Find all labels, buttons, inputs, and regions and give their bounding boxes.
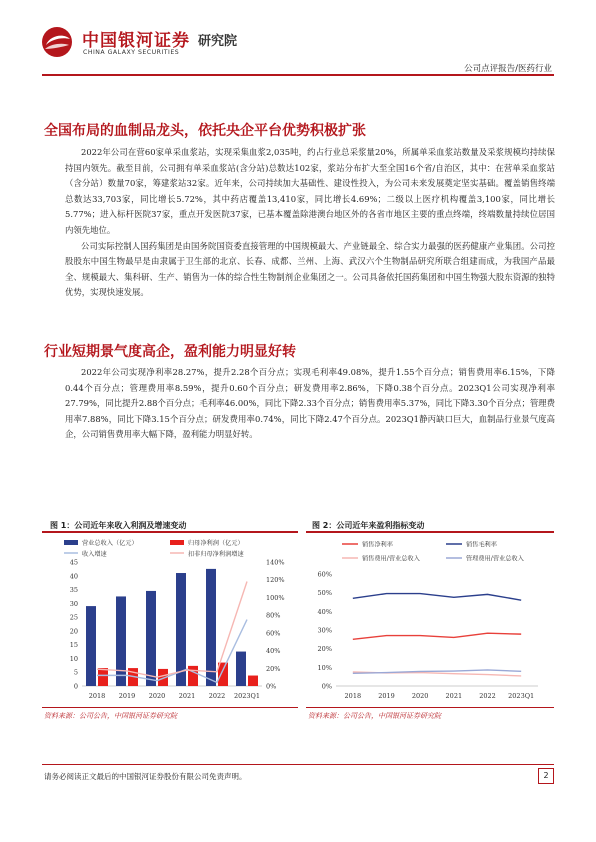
y-tick-label: 50%: [317, 589, 332, 598]
y-tick-label: 30: [69, 599, 78, 608]
figure-1-rule: [42, 531, 298, 533]
y2-tick-label: 20%: [266, 664, 281, 673]
bar-revenue: [86, 606, 96, 686]
y-tick-label: 10: [69, 654, 78, 663]
y-tick-label: 10%: [317, 663, 332, 672]
x-tick-label: 2021: [445, 692, 463, 700]
y-tick-label: 30%: [317, 626, 332, 635]
x-tick-label: 2020: [411, 692, 429, 700]
y-tick-label: 0: [73, 682, 78, 691]
paragraph: 2022年公司在营60家单采血浆站，实现采集血浆2,035吨，约占行业总采浆量20%，所属单采血浆站数量及采浆规模均持续保持国内领先。截至目前，公司拥有单采血浆站(含分站)总数达102家，浆站分布扩大至全国16个省/自治区，其中：在营单采血浆站（含分站）数量70家，筹建浆站32家。近年来，公司持续加大基础性、建设性投入，为公司未来发展奠定坚实基础。覆盖销售终端总数达33,703家，同比增长5.72%，其中药店覆盖13,410家，同比增长4.69%；二级以上医疗机构覆盖3,100家，同比增长5.77%；进入标杆医院37家，重点开发医院37家，已基本覆盖除港澳台地区外的各省市地区主要的重点终端，终端数量持续位居国内领先地位。: [65, 147, 555, 235]
x-tick-label: 2019: [118, 692, 136, 700]
legend-label-sales-exp: 销售费用/营业总收入: [362, 555, 420, 563]
legend-label-profit: 归母净利润（亿元）: [188, 540, 244, 547]
x-tick-label: 2018: [344, 692, 362, 700]
y2-tick-label: 120%: [266, 576, 285, 585]
bar-revenue: [176, 573, 186, 686]
x-tick-label: 2018: [88, 692, 106, 700]
legend-label-profit-growth: 扣非归母净利润增速: [188, 551, 244, 558]
y-tick-label: 20%: [317, 645, 332, 654]
footer-disclaimer: 请务必阅读正文最后的中国银河证券股份有限公司免责声明。: [44, 772, 247, 781]
y-tick-label: 15: [69, 641, 78, 650]
figure-1-bottom-rule: [42, 707, 298, 708]
legend-label-gross-margin: 销售毛利率: [466, 541, 497, 549]
header-divider: [42, 74, 554, 76]
bar-profit: [248, 676, 258, 686]
x-tick-label: 2022: [208, 692, 226, 700]
figure-1-title: 图 1：公司近年来收入利润及增速变动: [50, 521, 187, 530]
legend-swatch-revenue: [64, 540, 78, 545]
line-net-margin: [353, 633, 521, 639]
figure-2-title: 图 2：公司近年来盈利指标变动: [312, 521, 425, 530]
y-tick-label: 25: [69, 613, 78, 622]
bar-revenue: [206, 569, 216, 686]
y2-tick-label: 100%: [266, 593, 285, 602]
y2-tick-label: 0%: [266, 682, 277, 691]
section-heading-1: 全国布局的血制品龙头，依托央企平台优势积极扩张: [44, 123, 366, 139]
x-tick-label: 2022: [479, 692, 496, 700]
legend-label-net-margin: 销售净利率: [362, 541, 393, 549]
y-tick-label: 0%: [321, 682, 332, 691]
bar-revenue: [146, 591, 156, 686]
x-tick-label: 2023Q1: [233, 692, 261, 700]
line-gross-margin: [353, 594, 521, 601]
bar-profit: [98, 668, 108, 686]
y-tick-label: 60%: [317, 570, 332, 579]
bar-revenue: [236, 652, 246, 686]
x-tick-label: 2023Q1: [508, 692, 535, 700]
figure-2-bottom-rule: [306, 707, 554, 708]
report-type: 公司点评报告/医药行业: [464, 64, 552, 74]
y2-tick-label: 80%: [266, 611, 281, 620]
y2-tick-label: 140%: [266, 558, 285, 567]
y-tick-label: 40%: [317, 607, 332, 616]
paragraph: 公司实际控制人国药集团是由国务院国资委直接管理的中国规模最大、产业链最全、综合实力最强的医药健康产业集团。公司控股股东中国生物最早是由隶属于卫生部的北京、长春、成都、兰州、上海、武汉六个生物制品研究所联合组建而成，为我国产品最全、规模最大、集科研、生产、销售为一体的综合性生物制剂企业集团之一。公司具备依托国药集团和中国生物强大股东资源的独特优势，实现快速发展。: [65, 240, 555, 298]
logo-chinese-name: 中国银河证券: [82, 31, 190, 51]
figure-2-source: 资料来源：公司公告，中国银河证券研究院: [308, 712, 441, 720]
bar-revenue: [116, 596, 126, 686]
paragraph: 2022年公司实现净利率28.27%，提升2.28个百分点；实现毛利率49.08%，提升1.55个百分点；销售费用率6.15%，下降0.44个百分点；管理费用率8.59%，提升0.60个百分点；研发费用率2.86%，下降0.38个百分点。2023Q1公司实现净利率27.79%，同比提升2.88个百分点；毛利率46.00%，同比下降2.33个百分点；销售费用率5.37%，同比下降3.30个百分点；管理费用率7.88%，同比下降3.15个百分点；研发费用率0.74%，同比下降2.47个百分点。2023Q1静丙缺口巨大，血制品行业景气度高企，公司销售费用率大幅下降，盈利能力明显好转。: [65, 367, 555, 440]
section-heading-2: 行业短期景气度高企，盈利能力明显好转: [44, 344, 296, 360]
logo-english-name: CHINA GALAXY SECURITIES: [83, 49, 180, 56]
bar-profit: [188, 666, 198, 686]
y-tick-label: 5: [73, 668, 78, 677]
legend-label-revenue: 营业总收入（亿元）: [82, 540, 138, 547]
y-tick-label: 45: [69, 558, 78, 567]
y-tick-label: 40: [69, 572, 78, 581]
figure-1-chart: [42, 534, 298, 706]
y-tick-label: 20: [69, 627, 78, 636]
x-tick-label: 2019: [378, 692, 395, 700]
x-tick-label: 2021: [178, 692, 196, 700]
legend-label-rev-growth: 收入增速: [82, 551, 107, 558]
y-tick-label: 35: [69, 586, 78, 595]
legend-swatch-profit: [170, 540, 184, 545]
galaxy-logo-icon: [40, 25, 74, 59]
y2-tick-label: 60%: [266, 629, 281, 638]
legend-label-admin-exp: 管理费用/营业总收入: [466, 555, 524, 563]
figure-2-rule: [306, 531, 554, 533]
figure-1-source: 资料来源：公司公告，中国银河证券研究院: [44, 712, 177, 720]
y2-tick-label: 40%: [266, 647, 281, 656]
figure-2-chart: [306, 534, 554, 706]
page-number: 2: [538, 768, 554, 784]
logo-institute: 研究院: [198, 34, 238, 49]
section-2-body: [65, 365, 555, 443]
x-tick-label: 2020: [148, 692, 166, 700]
footer-divider: [42, 764, 554, 765]
section-1-body: [65, 145, 555, 301]
